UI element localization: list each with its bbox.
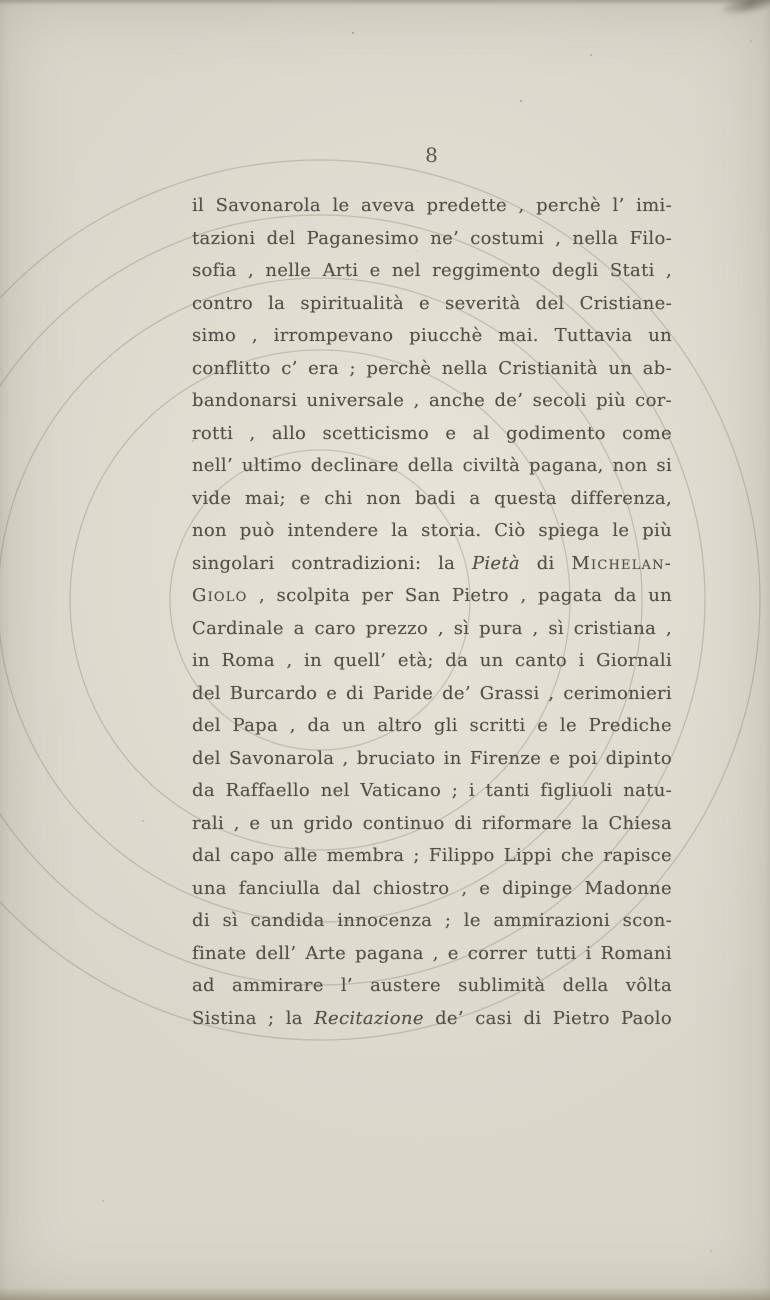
text-line: Cardinale a caro prezzo , sì pura , sì cristiana ,: [192, 617, 672, 639]
corner-smudge-mark: [717, 0, 770, 20]
text-line: dal capo alle membra ; Filippo Lippi che rapisce: [192, 845, 672, 866]
text-line: da Raffaello nel Vaticano ; i tanti figliuoli natu-: [192, 780, 672, 801]
text-line: di sì candida innocenza ; le ammirazioni scon-: [192, 910, 672, 931]
text-line: del Burcardo e di Paride de’ Grassi , cerimonieri: [192, 682, 672, 704]
text-line: vide mai; e chi non badi a questa differenza,: [192, 487, 672, 509]
text-line: Giolo , scolpita per San Pietro , pagata da un: [192, 585, 672, 606]
text-line: del Savonarola , bruciato in Firenze e poi dipinto: [192, 747, 672, 769]
text-line: sofia , nelle Arti e nel reggimento degli Stati ,: [192, 260, 672, 281]
text-line: bandonarsi universale , anche de’ secoli più cor-: [192, 390, 672, 411]
page-number: 8: [425, 143, 439, 167]
text-line: nell’ ultimo declinare della civiltà pagana, non si: [192, 455, 672, 476]
text-line: del Papa , da un altro gli scritti e le Prediche: [192, 715, 672, 736]
text-line: il Savonarola le aveva predette , perchè l’ imi-: [192, 195, 672, 216]
paper-specks: [352, 32, 354, 34]
text-line: conflitto c’ era ; perchè nella Cristianità un ab-: [192, 357, 672, 379]
text-line: simo , irrompevano piucchè mai. Tuttavia un: [192, 325, 672, 346]
text-line: singolari contradizioni: la Pietà di Michelan-: [192, 552, 672, 574]
text-line: Sistina ; la Recitazione de’ casi di Pietro Paolo: [192, 1007, 672, 1029]
text-line: non può intendere la storia. Ciò spiega le più: [192, 520, 672, 541]
text-line: contro la spiritualità e severità del Cristiane-: [192, 292, 672, 314]
text-line: in Roma , in quell’ età; da un canto i Giornali: [192, 650, 672, 671]
scan-top-edge-shadow: [0, 0, 770, 5]
text-line: tazioni del Paganesimo ne’ costumi , nella Filo-: [192, 227, 672, 249]
scan-bottom-edge-shadow: [0, 1287, 770, 1300]
text-line: rotti , allo scetticismo e al godimento come: [192, 422, 672, 444]
page-text: [192, 190, 672, 1035]
text-line: rali , e un grido continuo di riformare la Chiesa: [192, 812, 672, 834]
text-line: una fanciulla dal chiostro , e dipinge Madonne: [192, 877, 672, 899]
text-line: ad ammirare l’ austere sublimità della vôlta: [192, 975, 672, 996]
text-line: finate dell’ Arte pagana , e correr tutti i Romani: [192, 942, 672, 964]
